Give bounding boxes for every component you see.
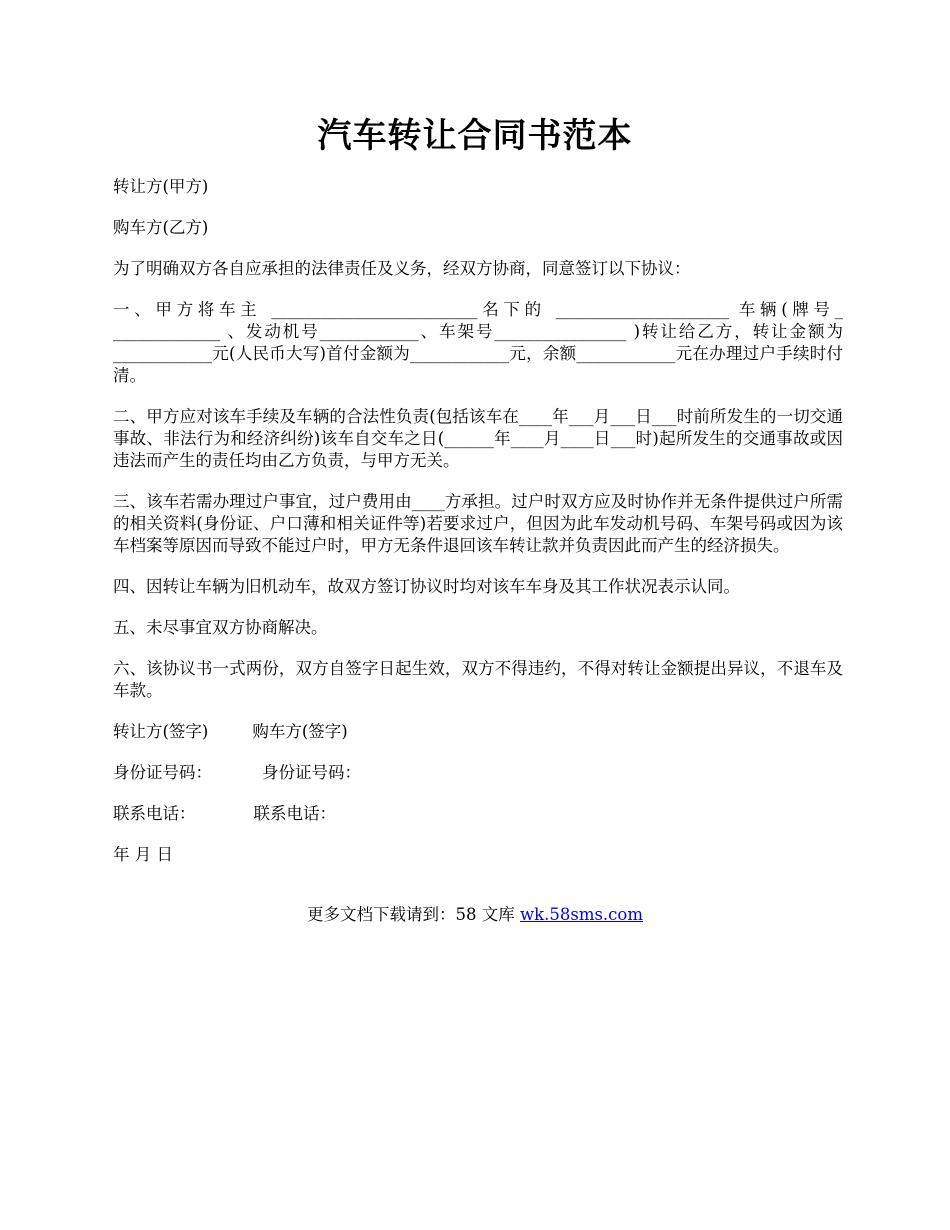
seller-phone-label: 联系电话：	[113, 804, 196, 823]
document-body	[113, 176, 843, 885]
seller-signature-label: 转让方(签字)	[113, 722, 209, 741]
footer	[0, 904, 950, 926]
clause-1: 一、甲方将车主 _________________________名下的 _____________________ 车辆(牌号_ _____________ 、发动机号____________、车架号________________ )转让给乙方，转让金额为____________元(人民币大写)首付金额为____________元，余额____________元在办理过户手续时付清。	[113, 300, 843, 385]
clause-5: 五、未尽事宜双方协商解决。	[113, 618, 328, 637]
clause-2: 二、甲方应对该车手续及车辆的合法性负责(包括该车在____年___月___日___时前所发生的一切交通事故、非法行为和经济纠纷)该车自交车之日(______年____月____日___时)起所发生的交通事故或因违法而产生的责任均由乙方负责，与甲方无关。	[113, 407, 843, 470]
date-line: 年 月 日	[113, 845, 173, 864]
id-number-row	[113, 762, 843, 784]
phone-row	[113, 803, 843, 825]
preamble: 为了明确双方各自应承担的法律责任及义务，经双方协商，同意签订以下协议：	[113, 259, 691, 278]
document-title: 汽车转让合同书范本	[317, 116, 633, 156]
clause-6: 六、该协议书一式两份，双方自签字日起生效，双方不得违约，不得对转让金额提出异议，不退车及车款。	[113, 659, 843, 700]
seller-id-label: 身份证号码：	[113, 763, 212, 782]
party-a-line: 转让方(甲方)	[113, 177, 209, 196]
clause-4: 四、因转让车辆为旧机动车，故双方签订协议时均对该车车身及其工作状况表示认同。	[113, 577, 740, 596]
buyer-signature-label: 购车方(签字)	[252, 722, 348, 741]
footer-text: 更多文档下载请到：58 文库	[306, 905, 520, 924]
party-b-line: 购车方(乙方)	[113, 218, 209, 237]
buyer-phone-label: 联系电话：	[253, 804, 336, 823]
footer-link[interactable]: wk.58sms.com	[519, 905, 643, 924]
buyer-id-label: 身份证号码：	[262, 763, 361, 782]
signature-row	[113, 721, 843, 743]
clause-3: 三、该车若需办理过户事宜，过户费用由____方承担。过户时双方应及时协作并无条件提供过户所需的相关资料(身份证、户口薄和相关证件等)若要求过户，但因为此车发动机号码、车架号码或因为该车档案等原因而导致不能过户时，甲方无条件退回该车转让款并负责因此而产生的经济损失。	[113, 492, 843, 555]
